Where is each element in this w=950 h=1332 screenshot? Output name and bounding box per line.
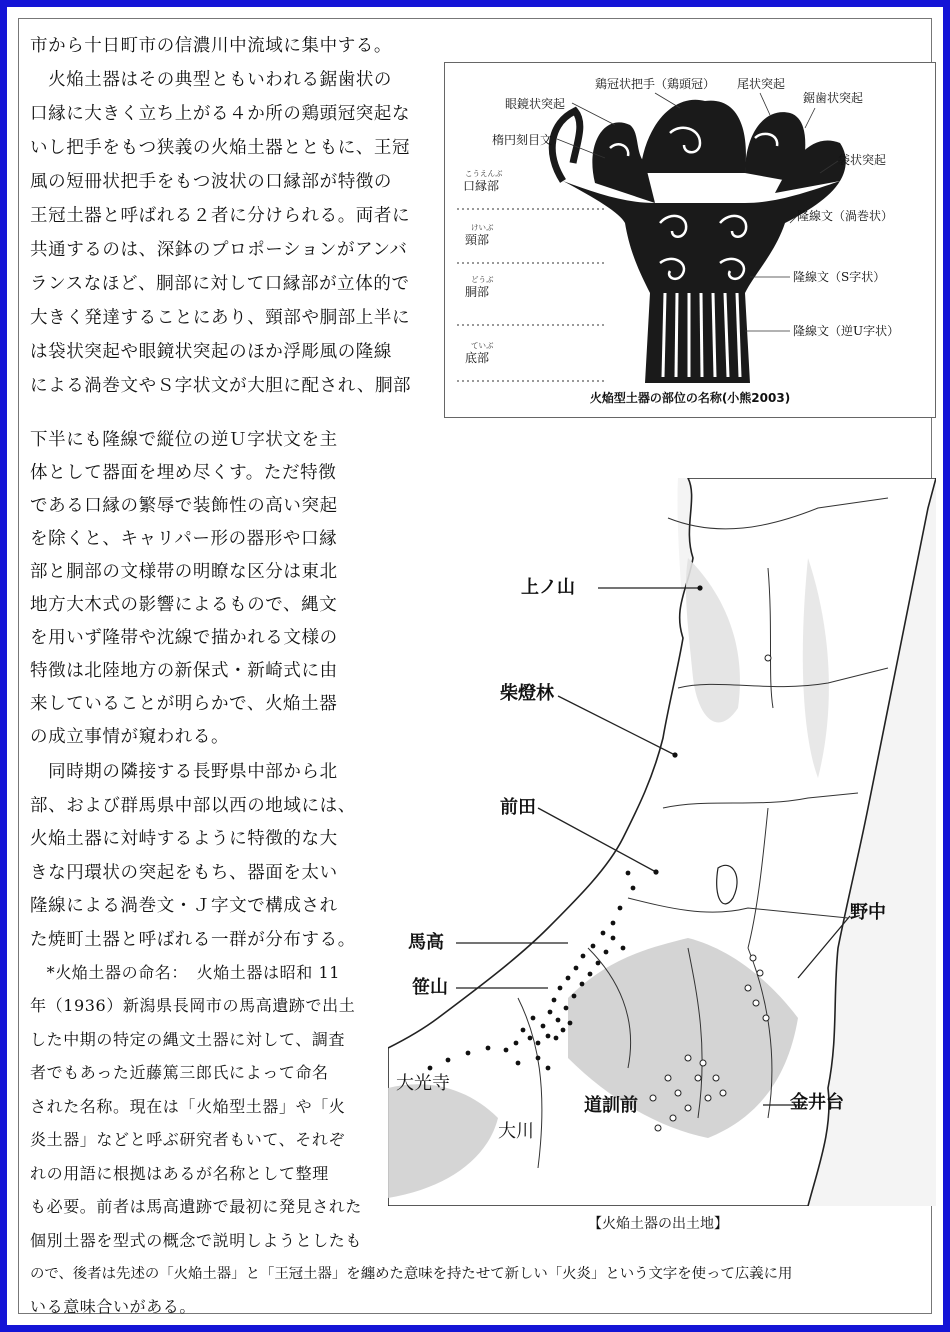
note-line: 炎土器」などと呼ぶ研究者もいて、それぞ bbox=[30, 1130, 346, 1149]
text-line: 火焔土器はその典型ともいわれる鋸歯状の bbox=[30, 70, 392, 90]
label-body: 胴部 bbox=[465, 285, 490, 299]
text-line: 風の短冊状把手をもつ波状の口縁部が特徴の bbox=[30, 172, 392, 192]
label-ridge-spiral: 隆線文（渦巻状） bbox=[797, 209, 894, 223]
label-cyl: 楕円刻目文 bbox=[492, 133, 553, 147]
text-line: 来していることが明らかで、火焔土器 bbox=[30, 694, 338, 714]
site-nonaka: 野中 bbox=[850, 902, 886, 923]
text-line: 大きく発達することにあり、頸部や胴部上半に bbox=[30, 308, 411, 328]
japan-map bbox=[388, 478, 936, 1206]
text-line: 特徴は北陸地方の新保式・新崎式に由 bbox=[30, 661, 338, 681]
label-top-handle: 鶏冠状把手（鶏頭冠） bbox=[595, 77, 716, 91]
text-line: 共通するのは、深鉢のプロポーションがアンバ bbox=[30, 240, 408, 260]
text-line: た焼町土器と呼ばれる一群が分布する。 bbox=[30, 930, 356, 950]
text-line: きな円環状の突起をもち、器面を太い bbox=[30, 863, 338, 883]
note-line: 個別土器を型式の概念で説明しようとしたも bbox=[30, 1231, 363, 1250]
ruby-neck: けいぶ bbox=[471, 223, 494, 232]
text-line: を用いず隆帯や沈線で描かれる文様の bbox=[30, 628, 338, 648]
note-line: された名称。現在は「火焔型土器」や「火 bbox=[30, 1097, 346, 1116]
note-line: 年（1936）新潟県長岡市の馬高遺跡で出土 bbox=[30, 996, 356, 1015]
text-line: 部、および群馬県中部以西の地域には、 bbox=[30, 796, 356, 816]
text-line: 体として器面を埋め尽くす。ただ特徴 bbox=[30, 463, 337, 483]
map-caption: 【火焔土器の出土地】 bbox=[588, 1216, 728, 1232]
label-bag: 袋状突起 bbox=[838, 153, 887, 167]
site-okawa: 大川 bbox=[498, 1121, 534, 1142]
site-dokunmae: 道訓前 bbox=[584, 1095, 638, 1116]
label-tail: 尾状突起 bbox=[737, 77, 786, 91]
site-kanaidai: 金井台 bbox=[790, 1092, 844, 1113]
label-glasses: 眼鏡状突起 bbox=[505, 97, 566, 111]
note-line: ので、後者は先述の「火焔土器」と「王冠土器」を纏めた意味を持たせて新しい「火炎」という文字を使って広義に用 bbox=[30, 1266, 793, 1282]
label-ridge-u: 隆線文（逆U字状） bbox=[793, 324, 900, 338]
site-kaminoyama: 上ノ山 bbox=[521, 577, 575, 598]
ruby-rim: こうえんぶ bbox=[465, 169, 503, 178]
text-line: の成立事情が窺われる。 bbox=[30, 727, 230, 747]
note-line: も必要。前者は馬高遺跡で最初に発見された bbox=[30, 1197, 363, 1216]
text-line: による渦巻文やＳ字状文が大胆に配され、胴部 bbox=[30, 376, 412, 396]
note-line: *火焔土器の命名： 火焔土器は昭和 11 bbox=[30, 963, 341, 982]
text-line: 口縁に大きく立ち上がる４か所の鶏頭冠突起な bbox=[30, 104, 411, 124]
text-line: 地方大木式の影響によるもので、縄文 bbox=[30, 595, 338, 615]
label-saw: 鋸歯状突起 bbox=[803, 91, 864, 105]
label-neck: 頸部 bbox=[465, 233, 490, 247]
site-umataka: 馬高 bbox=[408, 932, 444, 953]
pottery-diagram bbox=[444, 62, 936, 418]
text-line: 市から十日町市の信濃川中流域に集中する。 bbox=[30, 36, 392, 56]
text-line: ランスなほど、胴部に対して口縁部が立体的で bbox=[30, 274, 410, 294]
site-shibatomoshibayashi: 柴燈林 bbox=[500, 683, 554, 704]
text-line: 隆線による渦巻文・Ｊ字文で構成され bbox=[30, 896, 338, 916]
text-line: 同時期の隣接する長野県中部から北 bbox=[30, 762, 338, 782]
text-line: 下半にも隆線で縦位の逆Ｕ字状文を主 bbox=[30, 430, 338, 450]
site-daikoji: 大光寺 bbox=[396, 1073, 450, 1094]
note-line: いる意味合いがある。 bbox=[30, 1297, 197, 1316]
site-sasayama: 笹山 bbox=[412, 977, 448, 998]
text-line: を除くと、キャリパー形の器形や口縁 bbox=[30, 529, 338, 549]
note-line: した中期の特定の縄文土器に対して、調査 bbox=[30, 1030, 346, 1049]
ruby-body: どうぶ bbox=[471, 275, 494, 284]
text-line: 火焔土器に対峙するように特徴的な大 bbox=[30, 829, 338, 849]
text-line: 王冠土器と呼ばれる２者に分けられる。両者に bbox=[30, 206, 411, 226]
findsite-map bbox=[388, 478, 936, 1206]
note-line: れの用語に根拠はあるが名称として整理 bbox=[30, 1164, 329, 1183]
site-maeda: 前田 bbox=[500, 797, 536, 818]
text-line: である口縁の繁辱で装飾性の高い突起 bbox=[30, 496, 338, 516]
text-line: は袋状突起や眼鏡状突起のほか浮彫風の隆線 bbox=[30, 342, 392, 362]
label-ridge-s: 隆線文（S字状） bbox=[793, 270, 886, 284]
ruby-base: ていぶ bbox=[471, 341, 494, 350]
text-line: いし把手をもつ狭義の火焔土器とともに、王冠 bbox=[30, 138, 411, 158]
text-line: 部と胴部の文様帯の明瞭な区分は東北 bbox=[30, 562, 338, 582]
figure1-caption: 火焔型土器の部位の名称(小熊2003) bbox=[589, 391, 791, 405]
pottery-illustration bbox=[445, 63, 935, 417]
label-base: 底部 bbox=[465, 351, 490, 365]
label-rim: 口縁部 bbox=[463, 179, 500, 193]
note-line: 者でもあった近藤篤三郎氏によって命名 bbox=[30, 1063, 329, 1082]
